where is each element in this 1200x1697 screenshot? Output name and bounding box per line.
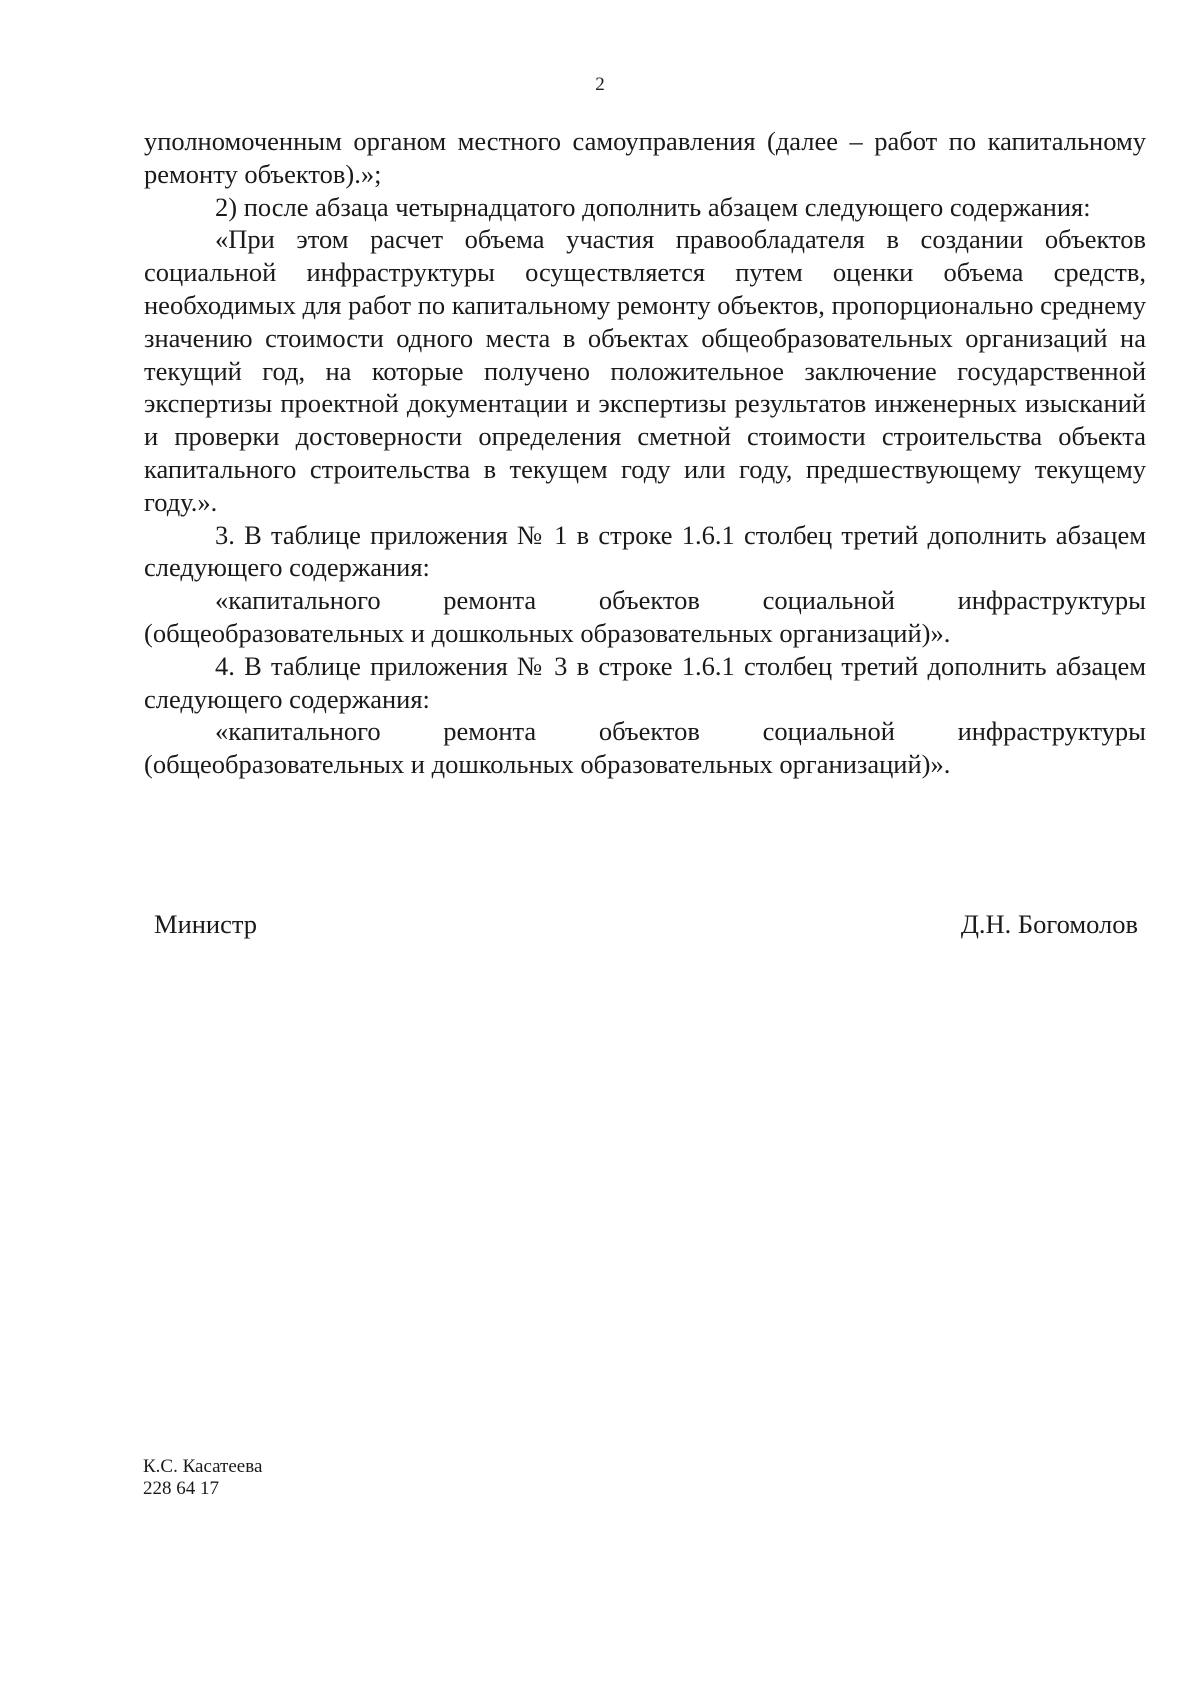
paragraph-item-3: 3. В таблице приложения № 1 в строке 1.6.1 столбец третий дополнить абзацем следующего содержания: — [144, 519, 1146, 583]
document-body — [144, 125, 1146, 781]
signatory-name: Д.Н. Богомолов — [960, 909, 1138, 939]
signatory-position: Министр — [154, 909, 258, 939]
paragraph-item-2: 2) после абзаца четырнадцатого дополнить абзацем следующего содержания: — [215, 191, 1091, 222]
paragraph-quoted-insertion: «При этом расчет объема участия правообладателя в создании объектов социальной инфраструктуры осуществляется путем оценки объема средств, необходимых для работ по капитальному ремонту объектов, пропорционально среднему значению стоимости одного места в объектах общеобразовательных организаций на текущий год, на которые получено положительное заключение государственной экспертизы проектной документации и экспертизы результатов инженерных изысканий и проверки достоверности определения сметной стоимости строительства объекта капитального строительства в текущем году или году, предшествующему текущему году.». — [144, 224, 1146, 517]
executor-footer — [143, 1456, 262, 1500]
paragraph-quoted-insertion-4: «капитального ремонта объектов социальной инфраструктуры (общеобразовательных и дошкольных образовательных организаций)». — [144, 716, 1146, 780]
paragraph-quoted-insertion-3: «капитального ремонта объектов социальной инфраструктуры (общеобразовательных и дошкольных образовательных организаций)». — [144, 585, 1146, 648]
executor-name: К.С. Касатеева — [143, 1456, 263, 1477]
paragraph-item-4: 4. В таблице приложения № 3 в строке 1.6.1 столбец третий дополнить абзацем следующего содержания: — [144, 650, 1146, 714]
page-number: 2 — [595, 74, 605, 95]
paragraph-continuation: уполномоченным органом местного самоуправления (далее – работ по капитальному ремонту объектов).»; — [144, 126, 1146, 189]
executor-phone: 228 64 17 — [143, 1478, 219, 1499]
